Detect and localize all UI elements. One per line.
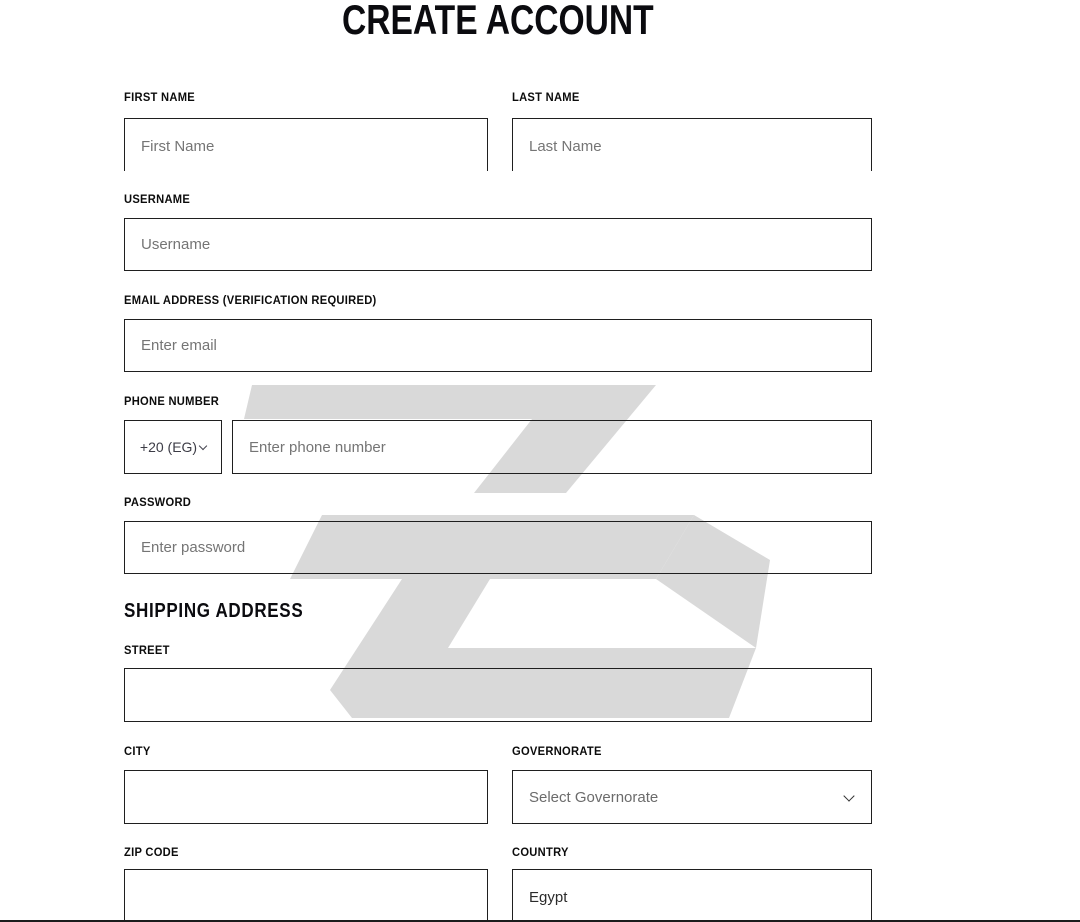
chevron-down-icon — [199, 442, 207, 450]
password-input[interactable] — [124, 521, 872, 574]
city-input-wrap — [124, 770, 488, 824]
street-input[interactable] — [124, 668, 872, 722]
zip-input-wrap — [124, 869, 488, 922]
governorate-select[interactable] — [512, 770, 872, 824]
password-label: PASSWORD — [124, 495, 192, 509]
phone-label: PHONE NUMBER — [124, 394, 220, 408]
last-name-input[interactable] — [512, 118, 872, 171]
first-name-input[interactable] — [124, 118, 488, 171]
form-container — [124, 0, 872, 922]
governorate-selected-value: Select Governorate — [529, 788, 659, 806]
last-name-label: LAST NAME — [512, 90, 580, 104]
country-code-select[interactable] — [124, 420, 222, 474]
email-input[interactable] — [124, 319, 872, 372]
username-input[interactable] — [124, 218, 872, 271]
country-input-wrap — [512, 869, 872, 922]
zip-code-label: ZIP CODE — [124, 845, 179, 859]
street-label: STREET — [124, 643, 170, 657]
username-label: USERNAME — [124, 192, 191, 206]
chevron-down-icon — [843, 790, 854, 801]
country-code-value: +20 (EG) — [139, 439, 198, 455]
phone-input[interactable] — [232, 420, 872, 474]
email-label: EMAIL ADDRESS (VERIFICATION REQUIRED) — [124, 293, 377, 307]
phone-input-wrap — [232, 420, 872, 474]
zip-code-input[interactable] — [124, 869, 488, 922]
page-title: CREATE ACCOUNT — [342, 0, 654, 43]
city-label: CITY — [124, 744, 151, 758]
shipping-address-heading: SHIPPING ADDRESS — [124, 600, 304, 622]
first-name-clip — [124, 118, 488, 171]
country-input[interactable] — [512, 869, 872, 922]
country-label: COUNTRY — [512, 845, 569, 859]
first-name-label: FIRST NAME — [124, 90, 195, 104]
city-input[interactable] — [124, 770, 488, 824]
last-name-clip — [512, 118, 872, 171]
governorate-label: GOVERNORATE — [512, 744, 602, 758]
